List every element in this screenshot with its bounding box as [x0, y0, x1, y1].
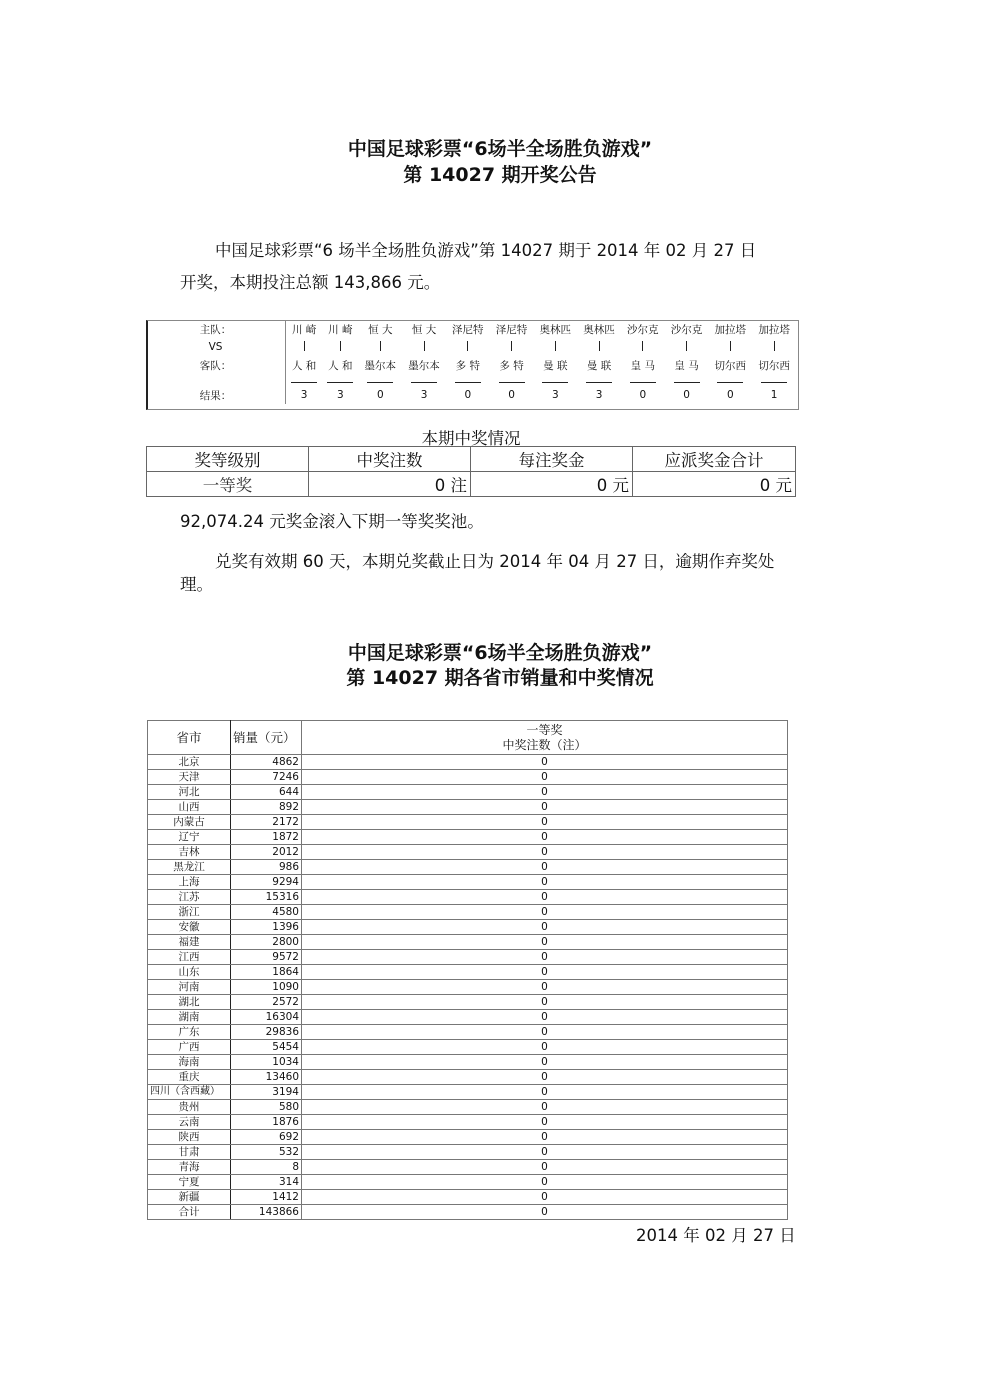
province-name: 云南 — [148, 1115, 231, 1130]
vs-divider — [708, 338, 752, 356]
province-name: 宁夏 — [148, 1175, 231, 1190]
prize-level: 一等奖 — [147, 472, 309, 497]
province-prize-count: 0 — [302, 1145, 788, 1160]
prize-header: 奖等级别 — [147, 447, 309, 472]
province-row — [148, 1055, 788, 1070]
province-sales: 1864 — [231, 965, 302, 980]
dash-divider — [665, 374, 709, 386]
province-name: 陕西 — [148, 1130, 231, 1145]
vs-divider — [358, 338, 402, 356]
dash-row — [146, 374, 796, 386]
vs-divider — [402, 338, 446, 356]
match-result: 3 — [300, 389, 308, 401]
province-prize-count: 0 — [302, 1100, 788, 1115]
dash-line — [367, 382, 393, 383]
province-name: 海南 — [148, 1055, 231, 1070]
province-prize-count: 0 — [302, 980, 788, 995]
prize-count-header — [302, 721, 788, 755]
home-team: 沙尔克 — [670, 323, 703, 336]
province-row — [148, 860, 788, 875]
away-team: 多 特 — [455, 359, 480, 372]
away-team: 切尔西 — [758, 359, 790, 372]
province-row — [148, 935, 788, 950]
province-title-line1: 中国足球彩票“6场半全场胜负游戏” — [347, 642, 653, 664]
match-result: 1 — [770, 389, 778, 401]
province-row — [148, 965, 788, 980]
province-name: 上海 — [148, 875, 231, 890]
province-sales: 314 — [231, 1175, 302, 1190]
province-name: 浙江 — [148, 905, 231, 920]
province-prize-count: 0 — [302, 830, 788, 845]
prize-row — [147, 472, 796, 497]
match-result: 3 — [420, 389, 428, 401]
province-name: 青海 — [148, 1160, 231, 1175]
province-row — [148, 1175, 788, 1190]
match-result: 0 — [464, 389, 472, 401]
province-name: 贵州 — [148, 1100, 231, 1115]
province-row — [148, 905, 788, 920]
province-name: 安徽 — [148, 920, 231, 935]
province-sales: 644 — [231, 785, 302, 800]
province-prize-count: 0 — [302, 1055, 788, 1070]
home-team: 恒 大 — [411, 323, 437, 336]
away-team: 墨尔本 — [408, 359, 440, 372]
vs-divider — [577, 338, 621, 356]
province-row — [148, 800, 788, 815]
announcement-title-line2: 第 14027 期开奖公告 — [403, 164, 597, 186]
province-row — [148, 815, 788, 830]
dash-divider — [533, 374, 577, 386]
vs-bar-icon — [555, 341, 556, 351]
away-team: 皇 马 — [674, 359, 699, 372]
province-sales: 2172 — [231, 815, 302, 830]
province-header: 省市 — [148, 721, 231, 755]
home-team: 川 崎 — [291, 323, 317, 336]
home-team: 川 崎 — [328, 323, 353, 336]
away-team: 人 和 — [291, 359, 317, 372]
province-row — [148, 980, 788, 995]
province-prize-count: 0 — [302, 1025, 788, 1040]
home-team: 奥林匹 — [539, 323, 572, 336]
match-result: 0 — [726, 389, 734, 401]
prize-table — [146, 446, 796, 497]
province-name: 合计 — [148, 1205, 231, 1220]
dash-line — [542, 382, 568, 383]
province-row — [148, 1070, 788, 1085]
province-prize-count: 0 — [302, 755, 788, 770]
province-prize-count: 0 — [302, 995, 788, 1010]
vs-divider — [286, 338, 323, 356]
away-team: 切尔西 — [714, 359, 747, 372]
province-prize-count: 0 — [302, 770, 788, 785]
province-sales: 1876 — [231, 1115, 302, 1130]
vs-divider — [752, 338, 796, 356]
province-name: 天津 — [148, 770, 231, 785]
province-row — [148, 875, 788, 890]
dash-divider — [752, 374, 796, 386]
province-name: 吉林 — [148, 845, 231, 860]
vs-divider — [446, 338, 490, 356]
away-team: 曼 联 — [586, 359, 612, 372]
province-sales: 2800 — [231, 935, 302, 950]
home-team: 加拉塔 — [758, 323, 790, 336]
prize-count: 0 注 — [309, 472, 471, 497]
province-row — [148, 755, 788, 770]
province-prize-count: 0 — [302, 1115, 788, 1130]
province-prize-count: 0 — [302, 1160, 788, 1175]
province-row — [148, 785, 788, 800]
result-row — [146, 386, 796, 404]
vs-bar-icon — [380, 341, 381, 351]
dash-line — [674, 382, 700, 383]
province-row — [148, 1160, 788, 1175]
dash-divider — [358, 374, 402, 386]
vs-bar-icon — [304, 341, 305, 351]
prize-header-row — [147, 447, 796, 472]
province-row — [148, 890, 788, 905]
sales-header: 销量（元） — [231, 721, 302, 755]
match-result: 0 — [639, 389, 647, 401]
province-prize-count: 0 — [302, 1010, 788, 1025]
province-sales: 1090 — [231, 980, 302, 995]
vs-bar-icon — [642, 341, 643, 351]
match-result: 3 — [595, 389, 603, 401]
dash-line — [761, 382, 787, 383]
province-sales: 2012 — [231, 845, 302, 860]
province-sales: 5454 — [231, 1040, 302, 1055]
province-prize-count: 0 — [302, 875, 788, 890]
home-team: 沙尔克 — [627, 323, 659, 336]
dash-divider — [490, 374, 534, 386]
dash-line — [291, 382, 317, 383]
province-name: 河南 — [148, 980, 231, 995]
home-label: 主队： — [146, 320, 286, 338]
province-table-body — [148, 755, 788, 1220]
rollover-text: 92,074.24 元奖金滚入下期一等奖奖池。 — [180, 512, 484, 531]
province-prize-count: 0 — [302, 965, 788, 980]
dash-divider — [286, 374, 323, 386]
away-team: 曼 联 — [543, 359, 568, 372]
province-row — [148, 1025, 788, 1040]
dash-divider — [322, 374, 358, 386]
province-name: 山东 — [148, 965, 231, 980]
province-name: 北京 — [148, 755, 231, 770]
province-name: 甘肃 — [148, 1145, 231, 1160]
home-team: 恒 大 — [368, 323, 393, 336]
dash-divider — [446, 374, 490, 386]
province-name: 河北 — [148, 785, 231, 800]
province-sales: 9572 — [231, 950, 302, 965]
province-sales: 986 — [231, 860, 302, 875]
home-row — [146, 320, 796, 338]
province-sales: 580 — [231, 1100, 302, 1115]
intro-line2: 开奖，本期投注总额 143,866 元。 — [180, 273, 441, 292]
vs-divider — [322, 338, 358, 356]
vs-divider — [533, 338, 577, 356]
dash-divider — [708, 374, 752, 386]
dash-line — [499, 382, 525, 383]
dash-line — [411, 382, 437, 383]
province-sales: 3194 — [231, 1085, 302, 1100]
province-name: 江苏 — [148, 890, 231, 905]
province-row — [148, 770, 788, 785]
province-prize-count: 0 — [302, 920, 788, 935]
province-prize-count: 0 — [302, 860, 788, 875]
province-sales: 1412 — [231, 1190, 302, 1205]
prize-header-line1: 一等奖 — [526, 722, 563, 737]
sign-date: 2014 年 02 月 27 日 — [636, 1226, 796, 1245]
province-sales: 8 — [231, 1160, 302, 1175]
match-table — [146, 320, 796, 404]
away-team: 多 特 — [499, 359, 524, 372]
prize-caption: 本期中奖情况 — [421, 429, 521, 448]
province-table — [147, 720, 788, 1220]
intro-line1: 中国足球彩票“6 场半全场胜负游戏”第 14027 期于 2014 年 02 月 27 日 — [215, 241, 757, 260]
validity-line2: 理。 — [180, 575, 213, 594]
prize-header: 应派奖金合计 — [633, 447, 796, 472]
away-team: 人 和 — [328, 359, 353, 372]
province-sales: 1872 — [231, 830, 302, 845]
province-sales: 1034 — [231, 1055, 302, 1070]
province-sales: 532 — [231, 1145, 302, 1160]
dash-divider — [577, 374, 621, 386]
province-sales: 892 — [231, 800, 302, 815]
province-sales: 7246 — [231, 770, 302, 785]
vs-bar-icon — [467, 341, 468, 351]
home-team: 泽尼特 — [495, 323, 528, 336]
announcement-title-line1: 中国足球彩票“6场半全场胜负游戏” — [347, 138, 653, 160]
province-row — [148, 830, 788, 845]
dash-line — [327, 382, 353, 383]
dash-line — [586, 382, 612, 383]
province-row — [148, 1130, 788, 1145]
dash-line — [717, 382, 743, 383]
province-row — [148, 950, 788, 965]
province-prize-count: 0 — [302, 1190, 788, 1205]
province-sales: 2572 — [231, 995, 302, 1010]
province-row — [148, 1100, 788, 1115]
prize-total: 0 元 — [633, 472, 796, 497]
dash-divider — [621, 374, 665, 386]
province-sales: 692 — [231, 1130, 302, 1145]
match-result: 0 — [508, 389, 515, 401]
match-result: 3 — [551, 389, 559, 401]
dash-label — [146, 374, 286, 386]
province-prize-count: 0 — [302, 1085, 788, 1100]
vs-bar-icon — [730, 341, 731, 351]
province-row — [148, 1010, 788, 1025]
vs-bar-icon — [424, 341, 425, 351]
province-name: 广东 — [148, 1025, 231, 1040]
province-title-line2: 第 14027 期各省市销量和中奖情况 — [346, 667, 654, 689]
dash-line — [455, 382, 481, 383]
province-name: 广西 — [148, 1040, 231, 1055]
validity-line1: 兑奖有效期 60 天，本期兑奖截止日为 2014 年 04 月 27 日，逾期作弃奖处 — [215, 552, 775, 571]
province-name: 新疆 — [148, 1190, 231, 1205]
province-prize-count: 0 — [302, 845, 788, 860]
vs-divider — [490, 338, 534, 356]
away-team: 皇 马 — [630, 359, 655, 372]
province-row — [148, 995, 788, 1010]
province-name: 山西 — [148, 800, 231, 815]
prize-header: 中奖注数 — [309, 447, 471, 472]
province-prize-count: 0 — [302, 890, 788, 905]
vs-divider — [665, 338, 709, 356]
province-row — [148, 1085, 788, 1100]
province-sales: 29836 — [231, 1025, 302, 1040]
province-sales: 4862 — [231, 755, 302, 770]
home-team: 奥林匹 — [583, 323, 615, 336]
province-name: 湖北 — [148, 995, 231, 1010]
vs-bar-icon — [340, 341, 341, 351]
province-prize-count: 0 — [302, 800, 788, 815]
province-name: 辽宁 — [148, 830, 231, 845]
province-prize-count: 0 — [302, 1070, 788, 1085]
match-result: 3 — [337, 389, 344, 401]
province-row — [148, 1205, 788, 1220]
province-name: 湖南 — [148, 1010, 231, 1025]
province-prize-count: 0 — [302, 905, 788, 920]
province-row — [148, 845, 788, 860]
prize-header: 每注奖金 — [471, 447, 633, 472]
province-sales: 1396 — [231, 920, 302, 935]
province-row — [148, 1145, 788, 1160]
province-row — [148, 1040, 788, 1055]
province-prize-count: 0 — [302, 785, 788, 800]
away-team: 墨尔本 — [364, 359, 397, 372]
match-result: 0 — [683, 389, 690, 401]
province-name: 内蒙古 — [148, 815, 231, 830]
province-sales: 13460 — [231, 1070, 302, 1085]
province-prize-count: 0 — [302, 1175, 788, 1190]
province-name: 四川（含西藏） — [148, 1085, 231, 1100]
province-row — [148, 1115, 788, 1130]
province-name: 黑龙江 — [148, 860, 231, 875]
province-sales: 4580 — [231, 905, 302, 920]
province-sales: 16304 — [231, 1010, 302, 1025]
province-prize-count: 0 — [302, 815, 788, 830]
home-team: 加拉塔 — [714, 323, 747, 336]
dash-divider — [402, 374, 446, 386]
province-prize-count: 0 — [302, 1040, 788, 1055]
province-sales: 143866 — [231, 1205, 302, 1220]
vs-bar-icon — [774, 341, 775, 351]
prize-per-bet: 0 元 — [471, 472, 633, 497]
province-prize-count: 0 — [302, 935, 788, 950]
dash-line — [630, 382, 656, 383]
prize-header-line2: 中奖注数（注） — [502, 737, 587, 752]
away-row — [146, 356, 796, 374]
province-header-row — [148, 721, 788, 755]
province-row — [148, 1190, 788, 1205]
vs-bar-icon — [511, 341, 512, 351]
home-team: 泽尼特 — [452, 323, 484, 336]
result-label: 结果： — [146, 386, 286, 404]
vs-bar-icon — [686, 341, 687, 351]
province-prize-count: 0 — [302, 1130, 788, 1145]
match-result: 0 — [376, 389, 384, 401]
vs-row — [146, 338, 796, 356]
province-sales: 15316 — [231, 890, 302, 905]
province-row — [148, 920, 788, 935]
province-prize-count: 0 — [302, 1205, 788, 1220]
vs-bar-icon — [599, 341, 600, 351]
province-name: 重庆 — [148, 1070, 231, 1085]
away-label: 客队： — [146, 356, 286, 374]
vs-divider — [621, 338, 665, 356]
province-name: 福建 — [148, 935, 231, 950]
province-sales: 9294 — [231, 875, 302, 890]
province-prize-count: 0 — [302, 950, 788, 965]
province-name: 江西 — [148, 950, 231, 965]
vs-label: VS — [146, 338, 286, 356]
